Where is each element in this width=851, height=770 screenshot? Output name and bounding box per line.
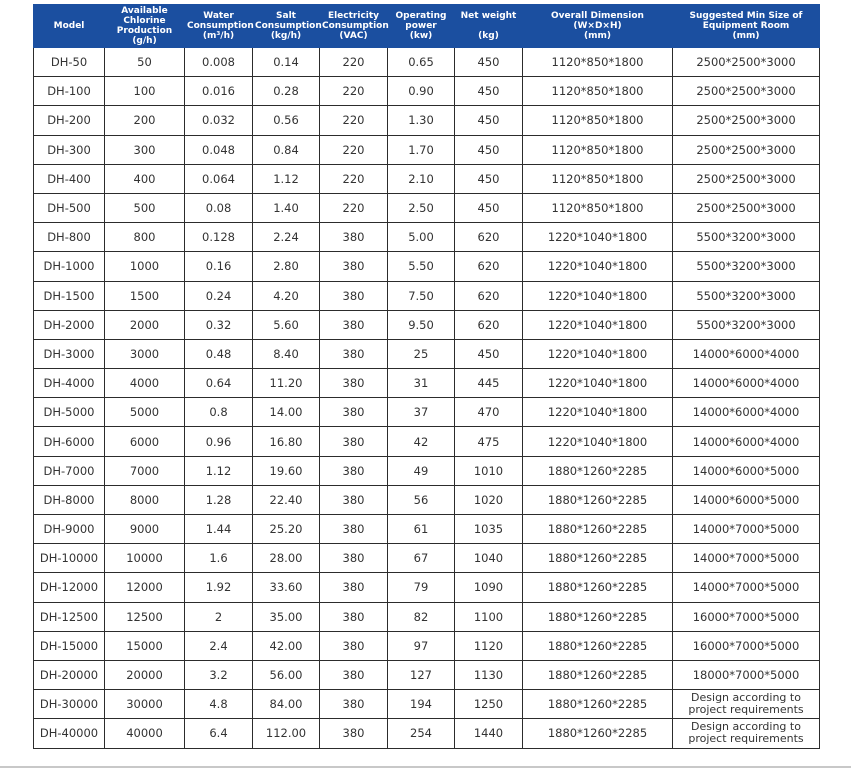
table-cell: 0.90 xyxy=(388,77,455,106)
model-cell: DH-1000 xyxy=(34,252,105,281)
table-cell: 380 xyxy=(320,544,388,573)
table-cell: 380 xyxy=(320,339,388,368)
table-cell: 2.10 xyxy=(388,164,455,193)
table-cell: 5000 xyxy=(105,398,185,427)
table-cell: 1880*1260*2285 xyxy=(523,631,673,660)
table-cell: 220 xyxy=(320,106,388,135)
table-cell: 450 xyxy=(455,106,523,135)
table-cell: 1120*850*1800 xyxy=(523,48,673,77)
table-cell: 56 xyxy=(388,485,455,514)
table-cell: 1130 xyxy=(455,660,523,689)
table-cell: 9.50 xyxy=(388,310,455,339)
table-cell: 22.40 xyxy=(253,485,320,514)
table-cell: 0.032 xyxy=(185,106,253,135)
model-cell: DH-5000 xyxy=(34,398,105,427)
table-cell: 97 xyxy=(388,631,455,660)
table-cell: 14000*7000*5000 xyxy=(673,544,820,573)
table-row xyxy=(34,281,820,310)
table-cell: 1220*1040*1800 xyxy=(523,310,673,339)
table-cell: 1880*1260*2285 xyxy=(523,485,673,514)
table-cell: 2500*2500*3000 xyxy=(673,193,820,222)
table-cell: 220 xyxy=(320,48,388,77)
table-cell: 1220*1040*1800 xyxy=(523,339,673,368)
table-cell: 1880*1260*2285 xyxy=(523,456,673,485)
table-row xyxy=(34,660,820,689)
table-cell: 16000*7000*5000 xyxy=(673,631,820,660)
table-cell: 0.016 xyxy=(185,77,253,106)
table-cell: 2500*2500*3000 xyxy=(673,106,820,135)
table-cell: 1220*1040*1800 xyxy=(523,427,673,456)
model-cell: DH-6000 xyxy=(34,427,105,456)
table-cell: 470 xyxy=(455,398,523,427)
table-cell: 1880*1260*2285 xyxy=(523,544,673,573)
table-cell: 800 xyxy=(105,223,185,252)
table-cell: 450 xyxy=(455,77,523,106)
table-cell: 500 xyxy=(105,193,185,222)
table-cell: 1880*1260*2285 xyxy=(523,515,673,544)
table-row xyxy=(34,456,820,485)
table-cell: 1440 xyxy=(455,719,523,748)
table-cell: 14000*7000*5000 xyxy=(673,573,820,602)
table-cell: 380 xyxy=(320,573,388,602)
table-cell: 380 xyxy=(320,602,388,631)
table-row xyxy=(34,223,820,252)
table-cell: 450 xyxy=(455,164,523,193)
table-cell: 1.92 xyxy=(185,573,253,602)
table-cell: 35.00 xyxy=(253,602,320,631)
model-cell: DH-30000 xyxy=(34,690,105,719)
table-cell: 380 xyxy=(320,398,388,427)
table-cell: 4.20 xyxy=(253,281,320,310)
table-cell: 14000*6000*4000 xyxy=(673,398,820,427)
table-cell: 0.56 xyxy=(253,106,320,135)
table-cell: 2.80 xyxy=(253,252,320,281)
table-cell: 380 xyxy=(320,515,388,544)
table-cell: 620 xyxy=(455,281,523,310)
table-cell: 450 xyxy=(455,193,523,222)
table-cell: 620 xyxy=(455,223,523,252)
table-cell: 14000*6000*4000 xyxy=(673,427,820,456)
table-cell: 84.00 xyxy=(253,690,320,719)
model-cell: DH-10000 xyxy=(34,544,105,573)
table-row xyxy=(34,252,820,281)
table-cell: 220 xyxy=(320,135,388,164)
table-cell: 1120*850*1800 xyxy=(523,164,673,193)
table-cell: 30000 xyxy=(105,690,185,719)
table-cell: 220 xyxy=(320,77,388,106)
table-cell: 0.65 xyxy=(388,48,455,77)
table-cell: 3.2 xyxy=(185,660,253,689)
table-cell: 1000 xyxy=(105,252,185,281)
table-cell: 42 xyxy=(388,427,455,456)
table-cell: 1880*1260*2285 xyxy=(523,573,673,602)
model-cell: DH-9000 xyxy=(34,515,105,544)
table-cell: 56.00 xyxy=(253,660,320,689)
table-cell: 1220*1040*1800 xyxy=(523,369,673,398)
table-row xyxy=(34,398,820,427)
table-cell: 380 xyxy=(320,252,388,281)
table-cell: 1020 xyxy=(455,485,523,514)
table-row xyxy=(34,164,820,193)
table-cell: 1090 xyxy=(455,573,523,602)
model-cell: DH-50 xyxy=(34,48,105,77)
table-cell: Design according to project requirements xyxy=(673,690,820,719)
table-cell: 0.16 xyxy=(185,252,253,281)
table-cell: 0.64 xyxy=(185,369,253,398)
model-cell: DH-7000 xyxy=(34,456,105,485)
table-cell: 50 xyxy=(105,48,185,77)
table-cell: 1.28 xyxy=(185,485,253,514)
table-cell: 2.4 xyxy=(185,631,253,660)
table-cell: 42.00 xyxy=(253,631,320,660)
table-cell: 620 xyxy=(455,252,523,281)
table-cell: 33.60 xyxy=(253,573,320,602)
table-cell: 2500*2500*3000 xyxy=(673,164,820,193)
column-header: Operating power (kw) xyxy=(388,5,455,48)
table-cell: 5500*3200*3000 xyxy=(673,310,820,339)
table-cell: 127 xyxy=(388,660,455,689)
table-cell: 11.20 xyxy=(253,369,320,398)
table-cell: 9000 xyxy=(105,515,185,544)
table-cell: 7000 xyxy=(105,456,185,485)
table-cell: 49 xyxy=(388,456,455,485)
table-cell: 8000 xyxy=(105,485,185,514)
table-row xyxy=(34,602,820,631)
table-cell: 220 xyxy=(320,193,388,222)
table-cell: 5.60 xyxy=(253,310,320,339)
table-cell: 380 xyxy=(320,369,388,398)
table-cell: 380 xyxy=(320,485,388,514)
table-cell: 0.32 xyxy=(185,310,253,339)
table-cell: 28.00 xyxy=(253,544,320,573)
table-cell: 5.50 xyxy=(388,252,455,281)
model-cell: DH-1500 xyxy=(34,281,105,310)
table-cell: 450 xyxy=(455,339,523,368)
table-cell: 1880*1260*2285 xyxy=(523,719,673,748)
table-header-row xyxy=(34,5,820,48)
table-row xyxy=(34,690,820,719)
table-cell: 1220*1040*1800 xyxy=(523,398,673,427)
table-row xyxy=(34,339,820,368)
table-row xyxy=(34,544,820,573)
table-cell: 1035 xyxy=(455,515,523,544)
table-cell: 2000 xyxy=(105,310,185,339)
table-row xyxy=(34,515,820,544)
table-cell: 7.50 xyxy=(388,281,455,310)
table-row xyxy=(34,193,820,222)
table-cell: 380 xyxy=(320,281,388,310)
column-header: Suggested Min Size of Equipment Room (mm) xyxy=(673,5,820,48)
table-cell: 450 xyxy=(455,48,523,77)
table-cell: 0.048 xyxy=(185,135,253,164)
table-cell: 82 xyxy=(388,602,455,631)
table-cell: 67 xyxy=(388,544,455,573)
table-cell: 1120 xyxy=(455,631,523,660)
table-cell: 5.00 xyxy=(388,223,455,252)
model-cell: DH-100 xyxy=(34,77,105,106)
table-cell: 380 xyxy=(320,690,388,719)
spec-table-container xyxy=(33,4,819,749)
model-cell: DH-200 xyxy=(34,106,105,135)
column-header: Electricity Consumption (VAC) xyxy=(320,5,388,48)
table-cell: 31 xyxy=(388,369,455,398)
table-cell: 6.4 xyxy=(185,719,253,748)
table-cell: 0.28 xyxy=(253,77,320,106)
table-cell: 15000 xyxy=(105,631,185,660)
table-cell: 3000 xyxy=(105,339,185,368)
table-cell: 445 xyxy=(455,369,523,398)
table-cell: Design according to project requirements xyxy=(673,719,820,748)
table-cell: 1.40 xyxy=(253,193,320,222)
table-cell: 2.50 xyxy=(388,193,455,222)
table-cell: 16.80 xyxy=(253,427,320,456)
table-cell: 1040 xyxy=(455,544,523,573)
table-cell: 620 xyxy=(455,310,523,339)
table-cell: 2.24 xyxy=(253,223,320,252)
table-cell: 1.6 xyxy=(185,544,253,573)
model-cell: DH-15000 xyxy=(34,631,105,660)
table-cell: 380 xyxy=(320,456,388,485)
table-cell: 380 xyxy=(320,310,388,339)
table-cell: 1880*1260*2285 xyxy=(523,690,673,719)
table-cell: 2 xyxy=(185,602,253,631)
table-cell: 475 xyxy=(455,427,523,456)
column-header: Net weight (kg) xyxy=(455,5,523,48)
model-cell: DH-12500 xyxy=(34,602,105,631)
column-header: Available Chlorine Production (g/h) xyxy=(105,5,185,48)
table-cell: 380 xyxy=(320,719,388,748)
table-cell: 112.00 xyxy=(253,719,320,748)
table-cell: 0.064 xyxy=(185,164,253,193)
model-cell: DH-12000 xyxy=(34,573,105,602)
table-cell: 18000*7000*5000 xyxy=(673,660,820,689)
table-cell: 1220*1040*1800 xyxy=(523,252,673,281)
column-header: Salt Consumption (kg/h) xyxy=(253,5,320,48)
table-cell: 1250 xyxy=(455,690,523,719)
table-cell: 5500*3200*3000 xyxy=(673,223,820,252)
table-cell: 25 xyxy=(388,339,455,368)
table-row xyxy=(34,77,820,106)
model-cell: DH-2000 xyxy=(34,310,105,339)
column-header: Model xyxy=(34,5,105,48)
table-cell: 4.8 xyxy=(185,690,253,719)
table-cell: 1220*1040*1800 xyxy=(523,281,673,310)
table-cell: 14000*6000*5000 xyxy=(673,485,820,514)
table-cell: 380 xyxy=(320,631,388,660)
table-cell: 1500 xyxy=(105,281,185,310)
table-cell: 380 xyxy=(320,427,388,456)
table-cell: 40000 xyxy=(105,719,185,748)
table-cell: 300 xyxy=(105,135,185,164)
table-cell: 194 xyxy=(388,690,455,719)
table-cell: 1.12 xyxy=(253,164,320,193)
model-cell: DH-40000 xyxy=(34,719,105,748)
table-cell: 400 xyxy=(105,164,185,193)
table-cell: 450 xyxy=(455,135,523,164)
table-cell: 0.008 xyxy=(185,48,253,77)
table-cell: 8.40 xyxy=(253,339,320,368)
table-cell: 1100 xyxy=(455,602,523,631)
model-cell: DH-3000 xyxy=(34,339,105,368)
table-cell: 1880*1260*2285 xyxy=(523,660,673,689)
table-cell: 0.128 xyxy=(185,223,253,252)
table-cell: 2500*2500*3000 xyxy=(673,77,820,106)
table-row xyxy=(34,48,820,77)
table-cell: 14000*7000*5000 xyxy=(673,515,820,544)
table-cell: 0.24 xyxy=(185,281,253,310)
table-cell: 1.44 xyxy=(185,515,253,544)
table-cell: 10000 xyxy=(105,544,185,573)
table-cell: 12500 xyxy=(105,602,185,631)
table-cell: 19.60 xyxy=(253,456,320,485)
table-cell: 2500*2500*3000 xyxy=(673,135,820,164)
table-cell: 0.08 xyxy=(185,193,253,222)
table-cell: 14.00 xyxy=(253,398,320,427)
page-bottom-divider xyxy=(0,766,851,768)
table-row xyxy=(34,310,820,339)
table-cell: 16000*7000*5000 xyxy=(673,602,820,631)
spec-table xyxy=(33,4,820,749)
table-body xyxy=(34,48,820,749)
table-cell: 14000*6000*4000 xyxy=(673,339,820,368)
table-cell: 12000 xyxy=(105,573,185,602)
table-cell: 1120*850*1800 xyxy=(523,193,673,222)
table-cell: 6000 xyxy=(105,427,185,456)
table-cell: 1.30 xyxy=(388,106,455,135)
model-cell: DH-20000 xyxy=(34,660,105,689)
table-cell: 5500*3200*3000 xyxy=(673,252,820,281)
table-cell: 2500*2500*3000 xyxy=(673,48,820,77)
table-cell: 79 xyxy=(388,573,455,602)
table-cell: 61 xyxy=(388,515,455,544)
table-row xyxy=(34,631,820,660)
table-row xyxy=(34,369,820,398)
table-cell: 37 xyxy=(388,398,455,427)
table-cell: 0.8 xyxy=(185,398,253,427)
table-cell: 0.84 xyxy=(253,135,320,164)
column-header: Water Consumption (m³/h) xyxy=(185,5,253,48)
table-cell: 4000 xyxy=(105,369,185,398)
table-cell: 0.48 xyxy=(185,339,253,368)
table-cell: 1120*850*1800 xyxy=(523,77,673,106)
model-cell: DH-8000 xyxy=(34,485,105,514)
table-cell: 1120*850*1800 xyxy=(523,135,673,164)
table-cell: 5500*3200*3000 xyxy=(673,281,820,310)
table-cell: 380 xyxy=(320,660,388,689)
table-cell: 1120*850*1800 xyxy=(523,106,673,135)
model-cell: DH-4000 xyxy=(34,369,105,398)
table-row xyxy=(34,573,820,602)
table-cell: 14000*6000*4000 xyxy=(673,369,820,398)
table-cell: 1.12 xyxy=(185,456,253,485)
table-cell: 200 xyxy=(105,106,185,135)
table-row xyxy=(34,719,820,748)
table-cell: 14000*6000*5000 xyxy=(673,456,820,485)
table-row xyxy=(34,485,820,514)
table-cell: 380 xyxy=(320,223,388,252)
table-cell: 100 xyxy=(105,77,185,106)
table-row xyxy=(34,135,820,164)
table-cell: 1220*1040*1800 xyxy=(523,223,673,252)
table-cell: 0.14 xyxy=(253,48,320,77)
table-cell: 0.96 xyxy=(185,427,253,456)
table-cell: 1.70 xyxy=(388,135,455,164)
table-row xyxy=(34,106,820,135)
table-cell: 20000 xyxy=(105,660,185,689)
table-cell: 1010 xyxy=(455,456,523,485)
model-cell: DH-500 xyxy=(34,193,105,222)
model-cell: DH-800 xyxy=(34,223,105,252)
table-row xyxy=(34,427,820,456)
table-cell: 254 xyxy=(388,719,455,748)
model-cell: DH-300 xyxy=(34,135,105,164)
table-cell: 220 xyxy=(320,164,388,193)
table-cell: 25.20 xyxy=(253,515,320,544)
table-cell: 1880*1260*2285 xyxy=(523,602,673,631)
column-header: Overall Dimension (W×D×H) (mm) xyxy=(523,5,673,48)
model-cell: DH-400 xyxy=(34,164,105,193)
